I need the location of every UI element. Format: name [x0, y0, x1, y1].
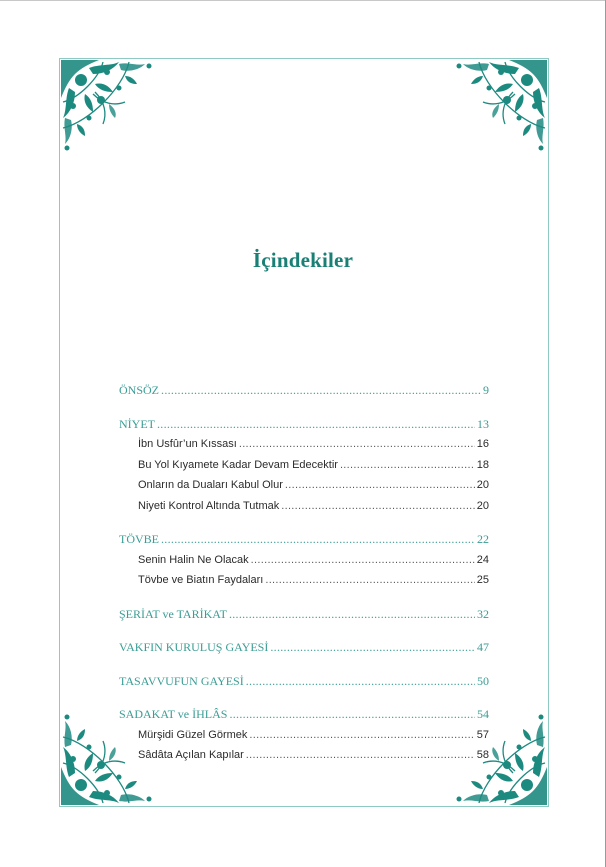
dot-leader — [281, 496, 475, 517]
toc-label: NİYET — [119, 416, 155, 431]
toc-label: VAKFIN KURULUŞ GAYESİ — [119, 640, 269, 654]
floral-ornament-icon — [449, 58, 549, 154]
toc-subentry[interactable] — [119, 475, 489, 496]
toc-subentry[interactable] — [119, 434, 489, 455]
floral-ornament-icon — [59, 58, 159, 154]
toc-label: Tövbe ve Biatın Faydaları — [138, 574, 264, 586]
toc-label: Onların da Duaları Kabul Olur — [138, 479, 283, 491]
toc-page-number: 32 — [477, 606, 489, 621]
toc-entry-seriat[interactable] — [119, 604, 489, 625]
toc-label: Bu Yol Kıyamete Kadar Devam Edecektir — [138, 458, 338, 471]
dot-leader — [249, 725, 474, 746]
toc-label: İbn Usfûr’un Kıssası — [138, 438, 237, 450]
dot-leader — [239, 434, 475, 455]
toc-subentry[interactable] — [119, 496, 489, 517]
toc-subentry[interactable] — [119, 570, 489, 591]
toc-entry-niyet[interactable] — [119, 414, 489, 435]
toc-page-number: 22 — [477, 532, 489, 546]
toc-entry-tasavvuf[interactable] — [119, 671, 489, 692]
dot-leader — [157, 414, 475, 435]
toc-label: Mürşidi Güzel Görmek — [138, 728, 248, 741]
dot-leader — [265, 570, 474, 591]
toc-page-number: 47 — [477, 640, 489, 654]
toc-label: Senin Halin Ne Olacak — [138, 553, 249, 566]
dot-leader — [270, 637, 475, 658]
dot-leader — [229, 604, 475, 625]
toc-label: SADAKAT ve İHLÂS — [119, 707, 228, 721]
toc-label: Niyeti Kontrol Altında Tutmak — [138, 499, 280, 512]
dot-leader — [340, 455, 475, 476]
toc-page-number: 24 — [476, 553, 489, 566]
dot-leader — [161, 380, 481, 401]
toc-subentry[interactable] — [119, 725, 489, 746]
toc-page-number: 50 — [477, 673, 489, 688]
toc-page-number: 13 — [477, 416, 489, 431]
toc-page-number: 16 — [476, 438, 489, 450]
toc-entry-tovbe[interactable] — [119, 529, 489, 550]
toc-label: TASAVVUFUN GAYESİ — [119, 673, 244, 688]
toc-page-number: 57 — [476, 728, 489, 741]
dot-leader — [251, 550, 475, 571]
toc-entry-sadakat[interactable] — [119, 704, 489, 725]
toc-page-number: 58 — [476, 749, 489, 761]
toc-page-number: 18 — [476, 458, 489, 471]
dot-leader — [229, 704, 475, 725]
toc-page-number: 20 — [476, 479, 489, 491]
dot-leader — [246, 671, 475, 692]
screen-edge — [0, 0, 606, 1]
toc-entry-onsoz[interactable] — [119, 380, 489, 401]
toc-label: Sâdâta Açılan Kapılar — [138, 749, 244, 761]
toc-page-number: 9 — [483, 383, 489, 397]
toc-subentry[interactable] — [119, 550, 489, 571]
toc-subentry[interactable] — [119, 455, 489, 476]
table-of-contents — [119, 380, 489, 766]
dot-leader — [161, 529, 475, 550]
toc-label: TÖVBE — [119, 532, 159, 546]
dot-leader — [285, 475, 475, 496]
toc-label: ÖNSÖZ — [119, 383, 160, 397]
toc-subentry[interactable] — [119, 745, 489, 766]
toc-page-number: 25 — [476, 574, 489, 586]
toc-entry-vakfin[interactable] — [119, 637, 489, 658]
page-title: İçindekiler — [252, 248, 354, 272]
toc-page-number: 54 — [477, 707, 489, 721]
dot-leader — [246, 745, 475, 766]
toc-page-number: 20 — [476, 499, 489, 512]
toc-label: ŞERİAT ve TARİKAT — [119, 606, 227, 621]
